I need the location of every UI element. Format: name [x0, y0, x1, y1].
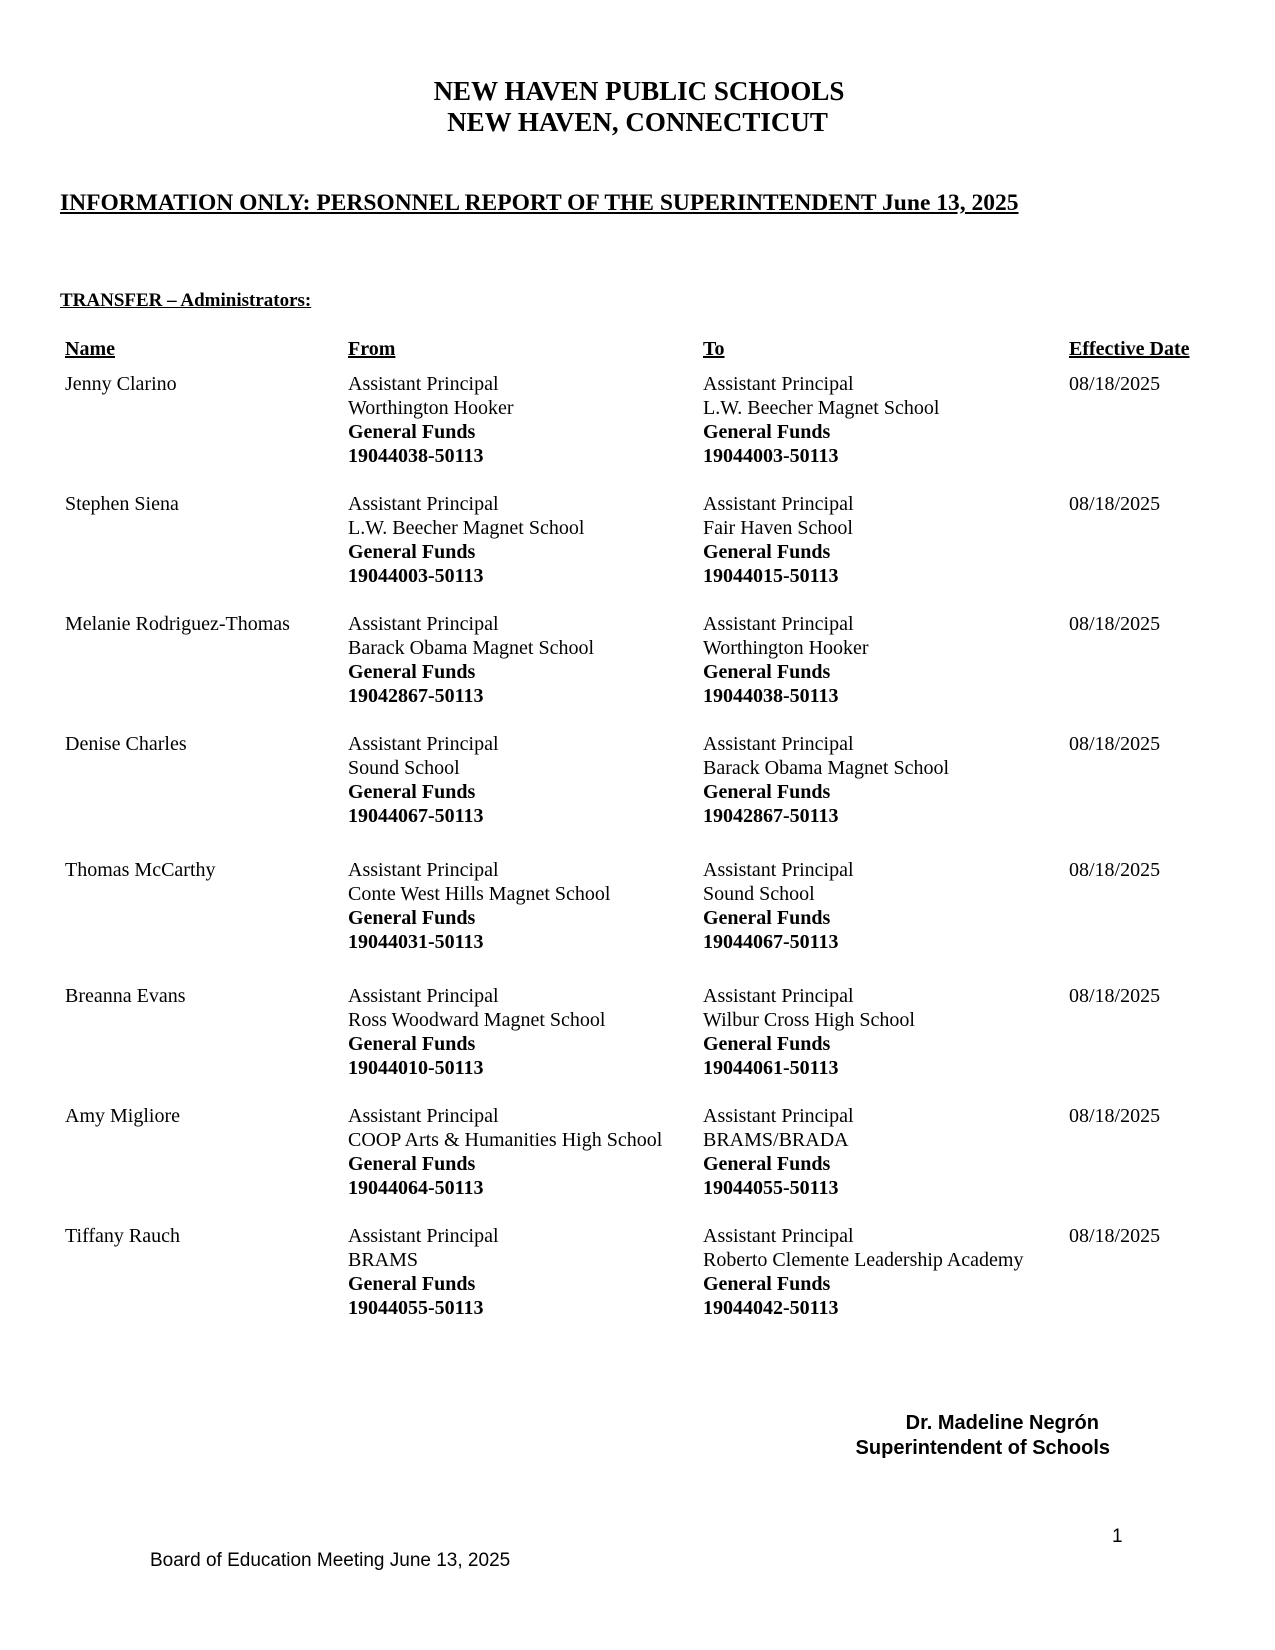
- from-assignment: [348, 858, 610, 954]
- to-fund: General Funds: [703, 1033, 831, 1055]
- to-title: Assistant Principal: [703, 1105, 854, 1127]
- to-school: Wilbur Cross High School: [703, 1009, 915, 1031]
- effective-date: 08/18/2025: [1069, 1105, 1161, 1127]
- from-title: Assistant Principal: [348, 1105, 499, 1127]
- from-assignment: [348, 984, 605, 1080]
- to-assignment: [703, 492, 854, 588]
- to-school: L.W. Beecher Magnet School: [703, 397, 940, 419]
- employee-name: Melanie Rodriguez-Thomas: [65, 613, 290, 635]
- page-footer: Board of Education Meeting June 13, 2025: [150, 1550, 511, 1571]
- to-title: Assistant Principal: [703, 1225, 854, 1247]
- table-row: [0, 1104, 1275, 1224]
- signature-block: [0, 1411, 1110, 1461]
- to-fund: General Funds: [703, 1153, 831, 1175]
- table-row: [0, 858, 1275, 984]
- to-account: 19044055-50113: [703, 1177, 839, 1199]
- column-header-effective-date: Effective Date: [1069, 338, 1190, 360]
- to-assignment: [703, 984, 915, 1080]
- to-fund: General Funds: [703, 421, 831, 443]
- from-assignment: [348, 492, 584, 588]
- signature-title: Superintendent of Schools: [855, 1437, 1110, 1459]
- from-school: Sound School: [348, 757, 460, 779]
- from-fund: General Funds: [348, 421, 476, 443]
- effective-date: 08/18/2025: [1069, 373, 1161, 395]
- table-row: [0, 732, 1275, 858]
- effective-date: 08/18/2025: [1069, 985, 1161, 1007]
- from-fund: General Funds: [348, 1033, 476, 1055]
- from-fund: General Funds: [348, 907, 476, 929]
- from-assignment: [348, 612, 594, 708]
- from-fund: General Funds: [348, 1273, 476, 1295]
- from-account: 19044010-50113: [348, 1057, 484, 1079]
- to-account: 19044003-50113: [703, 445, 839, 467]
- to-account: 19044042-50113: [703, 1297, 839, 1319]
- employee-name: Thomas McCarthy: [65, 859, 216, 881]
- report-title: INFORMATION ONLY: PERSONNEL REPORT OF THE SUPERINTENDENT June 13, 2025: [60, 190, 1019, 216]
- to-title: Assistant Principal: [703, 859, 854, 881]
- from-title: Assistant Principal: [348, 985, 499, 1007]
- employee-name: Breanna Evans: [65, 985, 186, 1007]
- effective-date: 08/18/2025: [1069, 859, 1161, 881]
- from-assignment: [348, 1224, 499, 1320]
- to-assignment: [703, 372, 939, 468]
- from-assignment: [348, 732, 499, 828]
- to-fund: General Funds: [703, 781, 831, 803]
- from-account: 19044064-50113: [348, 1177, 484, 1199]
- from-title: Assistant Principal: [348, 373, 499, 395]
- header-location: NEW HAVEN, CONNECTICUT: [447, 107, 828, 137]
- to-title: Assistant Principal: [703, 613, 854, 635]
- to-fund: General Funds: [703, 661, 831, 683]
- from-account: 19042867-50113: [348, 685, 484, 707]
- to-assignment: [703, 858, 854, 954]
- section-title: TRANSFER – Administrators:: [60, 290, 312, 311]
- to-account: 19044015-50113: [703, 565, 839, 587]
- from-fund: General Funds: [348, 781, 476, 803]
- to-account: 19042867-50113: [703, 805, 839, 827]
- signature-name: Dr. Madeline Negrón: [905, 1412, 1099, 1434]
- from-account: 19044055-50113: [348, 1297, 484, 1319]
- column-header-from: From: [348, 338, 396, 360]
- effective-date: 08/18/2025: [1069, 1225, 1161, 1247]
- to-account: 19044067-50113: [703, 931, 839, 953]
- table-row: [0, 612, 1275, 732]
- from-fund: General Funds: [348, 661, 476, 683]
- to-school: Barack Obama Magnet School: [703, 757, 950, 779]
- to-school: Fair Haven School: [703, 517, 853, 539]
- to-fund: General Funds: [703, 1273, 831, 1295]
- from-fund: General Funds: [348, 1153, 476, 1175]
- table-row: [0, 1224, 1275, 1344]
- from-school: Ross Woodward Magnet School: [348, 1009, 606, 1031]
- from-fund: General Funds: [348, 541, 476, 563]
- from-account: 19044038-50113: [348, 445, 484, 467]
- column-header-name: Name: [65, 338, 115, 360]
- from-title: Assistant Principal: [348, 859, 499, 881]
- effective-date: 08/18/2025: [1069, 493, 1161, 515]
- employee-name: Tiffany Rauch: [65, 1225, 180, 1247]
- from-school: BRAMS: [348, 1249, 419, 1271]
- table-row: [0, 984, 1275, 1104]
- page-number: 1: [1112, 1526, 1123, 1547]
- to-title: Assistant Principal: [703, 373, 854, 395]
- employee-name: Denise Charles: [65, 733, 187, 755]
- from-school: L.W. Beecher Magnet School: [348, 517, 585, 539]
- to-account: 19044061-50113: [703, 1057, 839, 1079]
- from-title: Assistant Principal: [348, 493, 499, 515]
- to-account: 19044038-50113: [703, 685, 839, 707]
- to-fund: General Funds: [703, 907, 831, 929]
- to-assignment: [703, 1224, 1023, 1320]
- from-title: Assistant Principal: [348, 733, 499, 755]
- employee-name: Amy Migliore: [65, 1105, 180, 1127]
- to-school: BRAMS/BRADA: [703, 1129, 849, 1151]
- from-school: Barack Obama Magnet School: [348, 637, 595, 659]
- from-assignment: [348, 372, 514, 468]
- to-fund: General Funds: [703, 541, 831, 563]
- from-account: 19044067-50113: [348, 805, 484, 827]
- to-assignment: [703, 732, 949, 828]
- to-title: Assistant Principal: [703, 493, 854, 515]
- effective-date: 08/18/2025: [1069, 613, 1161, 635]
- from-school: Worthington Hooker: [348, 397, 514, 419]
- transfer-table: [0, 372, 1275, 1344]
- from-assignment: [348, 1104, 662, 1200]
- table-row: [0, 492, 1275, 612]
- from-title: Assistant Principal: [348, 1225, 499, 1247]
- from-account: 19044031-50113: [348, 931, 484, 953]
- to-title: Assistant Principal: [703, 985, 854, 1007]
- to-school: Roberto Clemente Leadership Academy: [703, 1249, 1024, 1271]
- document-header: [0, 76, 1275, 138]
- table-row: [0, 372, 1275, 492]
- from-school: Conte West Hills Magnet School: [348, 883, 611, 905]
- effective-date: 08/18/2025: [1069, 733, 1161, 755]
- employee-name: Stephen Siena: [65, 493, 179, 515]
- from-account: 19044003-50113: [348, 565, 484, 587]
- employee-name: Jenny Clarino: [65, 373, 177, 395]
- header-organization: NEW HAVEN PUBLIC SCHOOLS: [433, 76, 845, 106]
- from-school: COOP Arts & Humanities High School: [348, 1129, 663, 1151]
- column-header-to: To: [703, 338, 725, 360]
- to-school: Sound School: [703, 883, 815, 905]
- to-title: Assistant Principal: [703, 733, 854, 755]
- to-assignment: [703, 612, 869, 708]
- to-school: Worthington Hooker: [703, 637, 869, 659]
- to-assignment: [703, 1104, 854, 1200]
- from-title: Assistant Principal: [348, 613, 499, 635]
